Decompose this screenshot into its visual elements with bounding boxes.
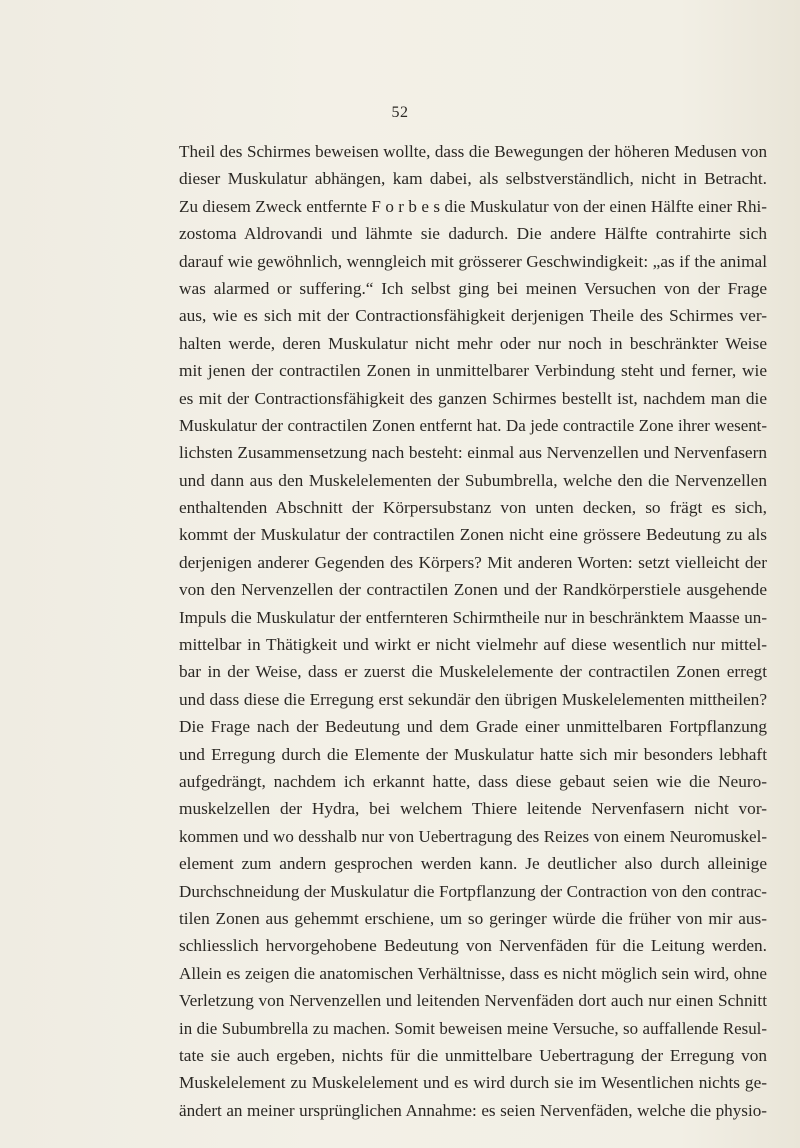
text-line: Zu diesem Zweck entfernte F o r b e s die Muskulatur von der einen Hälfte einer Rhi- [179,196,767,216]
text-line: in die Subumbrella zu machen. Somit beweisen meine Versuche, so auffallende Resul- [179,1018,767,1038]
text-line: und dass diese die Erregung erst sekundär den übrigen Muskelelementen mittheilen? [179,689,767,709]
text-line: von den Nervenzellen der contractilen Zonen und der Randkörperstiele ausgehende [179,580,767,600]
text-line: Impuls die Muskulatur der entfernteren Schirmtheile nur in beschränktem Maasse un- [179,607,767,627]
text-line: Verletzung von Nervenzellen und leitenden Nervenfäden dort auch nur einen Schnitt [179,991,767,1011]
text-line: was alarmed or suffering.“ Ich selbst ging bei meinen Versuchen von der Frage [179,278,767,298]
text-line: kommt der Muskulatur der contractilen Zonen nicht eine grössere Bedeutung zu als [179,525,767,545]
text-line: es mit der Contractionsfähigkeit des ganzen Schirmes bestellt ist, nachdem man die [179,388,767,408]
text-line: darauf wie gewöhnlich, wenngleich mit grösserer Geschwindigkeit: „as if the animal [179,251,767,271]
text-line: enthaltenden Abschnitt der Körpersubstanz von unten decken, so frägt es sich, [179,498,767,518]
text-line: halten werde, deren Muskulatur nicht mehr oder nur noch in beschränkter Weise [179,333,767,353]
text-line: aus, wie es sich mit der Contractionsfähigkeit derjenigen Theile des Schirmes ver- [179,306,767,326]
text-line: Durchschneidung der Muskulatur die Fortpflanzung der Contraction von den contrac- [179,881,767,901]
text-line: element zum andern gesprochen werden kann. Je deutlicher also durch alleinige [179,854,767,874]
text-line: Muskulatur der contractilen Zonen entfernt hat. Da jede contractile Zone ihrer wesent- [179,415,767,435]
text-line: schliesslich hervorgehobene Bedeutung von Nervenfäden für die Leitung werden. [179,936,767,956]
text-line: ändert an meiner ursprünglichen Annahme: es seien Nervenfäden, welche die physio- [179,1100,767,1120]
text-line: lichsten Zusammensetzung nach besteht: einmal aus Nervenzellen und Nervenfasern [179,443,767,463]
text-line: kommen und wo desshalb nur von Uebertragung des Reizes von einem Neuromuskel- [179,826,767,846]
text-line: Allein es zeigen die anatomischen Verhältnisse, dass es nicht möglich sein wird, ohne [179,963,767,983]
body-text [179,138,767,1124]
text-line: aufgedrängt, nachdem ich erkannt hatte, dass diese gebaut seien wie die Neuro- [179,771,767,791]
text-line: bar in der Weise, dass er zuerst die Muskelelemente der contractilen Zonen erregt [179,662,767,682]
text-line: tate sie auch ergeben, nichts für die unmittelbare Uebertragung der Erregung von [179,1045,767,1065]
text-line: mittelbar in Thätigkeit und wirkt er nicht vielmehr auf diese wesentlich nur mittel- [179,635,767,655]
text-line: muskelzellen der Hydra, bei welchem Thiere leitende Nervenfasern nicht vor- [179,799,767,819]
text-line: dieser Muskulatur abhängen, kam dabei, als selbstverständlich, nicht in Betracht. [179,169,767,189]
text-line: Muskelelement zu Muskelelement und es wird durch sie im Wesentlichen nichts ge- [179,1073,767,1093]
text-line: und Erregung durch die Elemente der Muskulatur hatte sich mir besonders lebhaft [179,744,767,764]
page-number: 52 [391,104,409,121]
text-line: tilen Zonen aus gehemmt erschiene, um so geringer würde die früher von mir aus- [179,908,767,928]
text-line: Die Frage nach der Bedeutung und dem Grade einer unmittelbaren Fortpflanzung [179,717,767,737]
text-line: Theil des Schirmes beweisen wollte, dass die Bewegungen der höheren Medusen von [179,142,767,161]
text-line: mit jenen der contractilen Zonen in unmittelbarer Verbindung steht und ferner, wie [179,361,767,381]
text-line: zostoma Aldrovandi und lähmte sie dadurch. Die andere Hälfte contrahirte sich [179,224,767,244]
text-line: und dann aus den Muskelelementen der Subumbrella, welche den die Nervenzellen [179,470,767,490]
text-line: derjenigen anderer Gegenden des Körpers? Mit anderen Worten: setzt vielleicht der [179,552,767,572]
